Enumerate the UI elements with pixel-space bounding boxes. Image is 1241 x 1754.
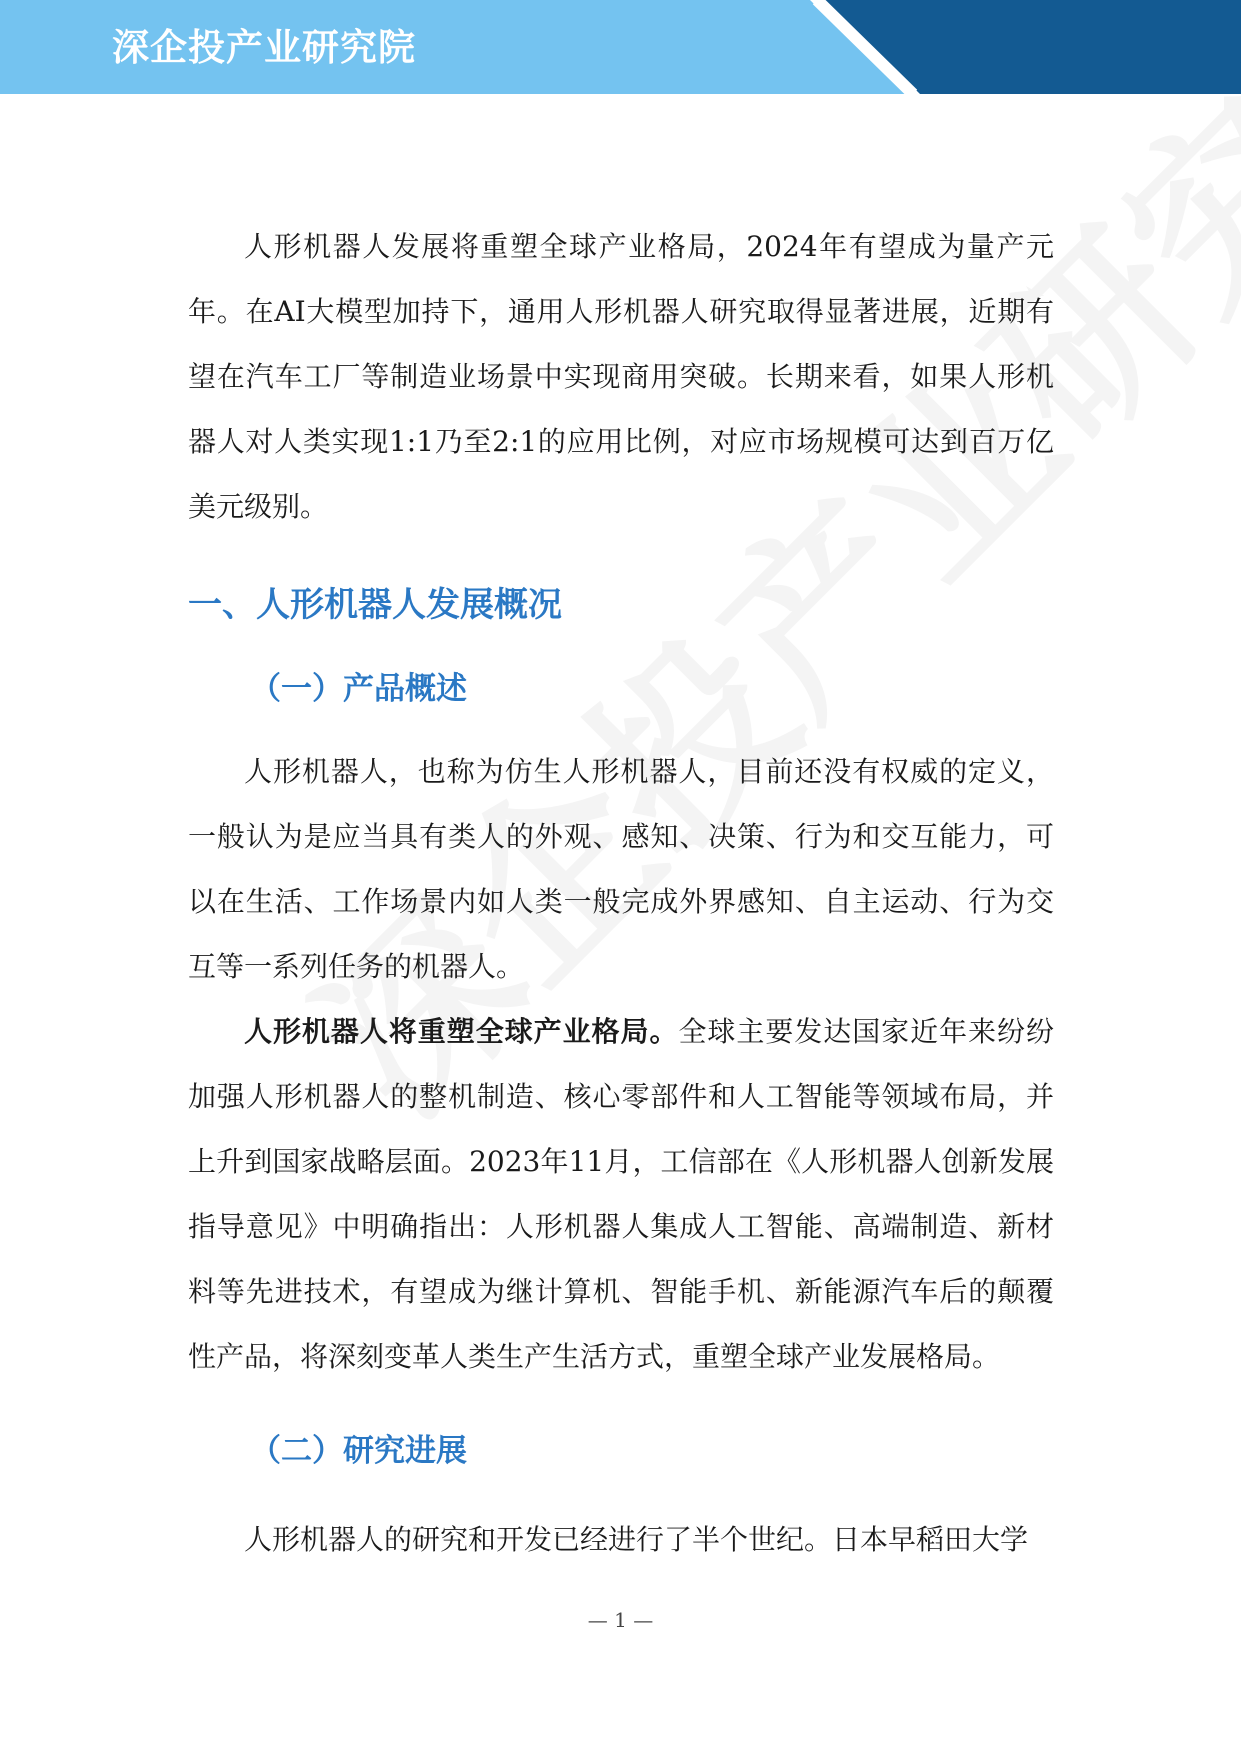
progress-paragraph: 人形机器人的研究和开发已经进行了半个世纪。日本早稻田大学: [244, 1523, 1029, 1556]
subsection-heading-overview: （一）产品概述: [250, 671, 467, 707]
strategy-lead: 人形机器人将重塑全球产业格局。: [244, 1015, 679, 1048]
overview-paragraph: 人形机器人，也称为仿生人形机器人，目前还没有权威的定义，一般认为是应当具有类人的外观、感知、决策、行为和交互能力，可以在生活、工作场景内如人类一般完成外界感知、自主运动、行为交互等一系列任务的机器人。: [188, 755, 1054, 983]
document-body: [188, 214, 1054, 1572]
strategy-paragraph: [188, 999, 1054, 1389]
header-title: 深企投产业研究院: [112, 26, 416, 69]
page-number: — 1 —: [587, 1608, 654, 1632]
strategy-text: 全球主要发达国家近年来纷纷加强人形机器人的整机制造、核心零部件和人工智能等领域布局，并上升到国家战略层面。2023年11月，工信部在《人形机器人创新发展指导意见》中明确指出：人形机器人集成人工智能、高端制造、新材料等先进技术，有望成为继计算机、智能手机、新能源汽车后的颠覆性产品，将深刻变革人类生产生活方式，重塑全球产业发展格局。: [188, 1015, 1054, 1373]
subsection-heading-progress: （二）研究进展: [250, 1433, 467, 1469]
section-heading: 一、人形机器人发展概况: [188, 585, 562, 625]
intro-paragraph: 人形机器人发展将重塑全球产业格局，2024年有望成为量产元年。在AI大模型加持下，通用人形机器人研究取得显著进展，近期有望在汽车工厂等制造业场景中实现商用突破。长期来看，如果人形机器人对人类实现1:1乃至2:1的应用比例，对应市场规模可达到百万亿美元级别。: [188, 230, 1054, 523]
